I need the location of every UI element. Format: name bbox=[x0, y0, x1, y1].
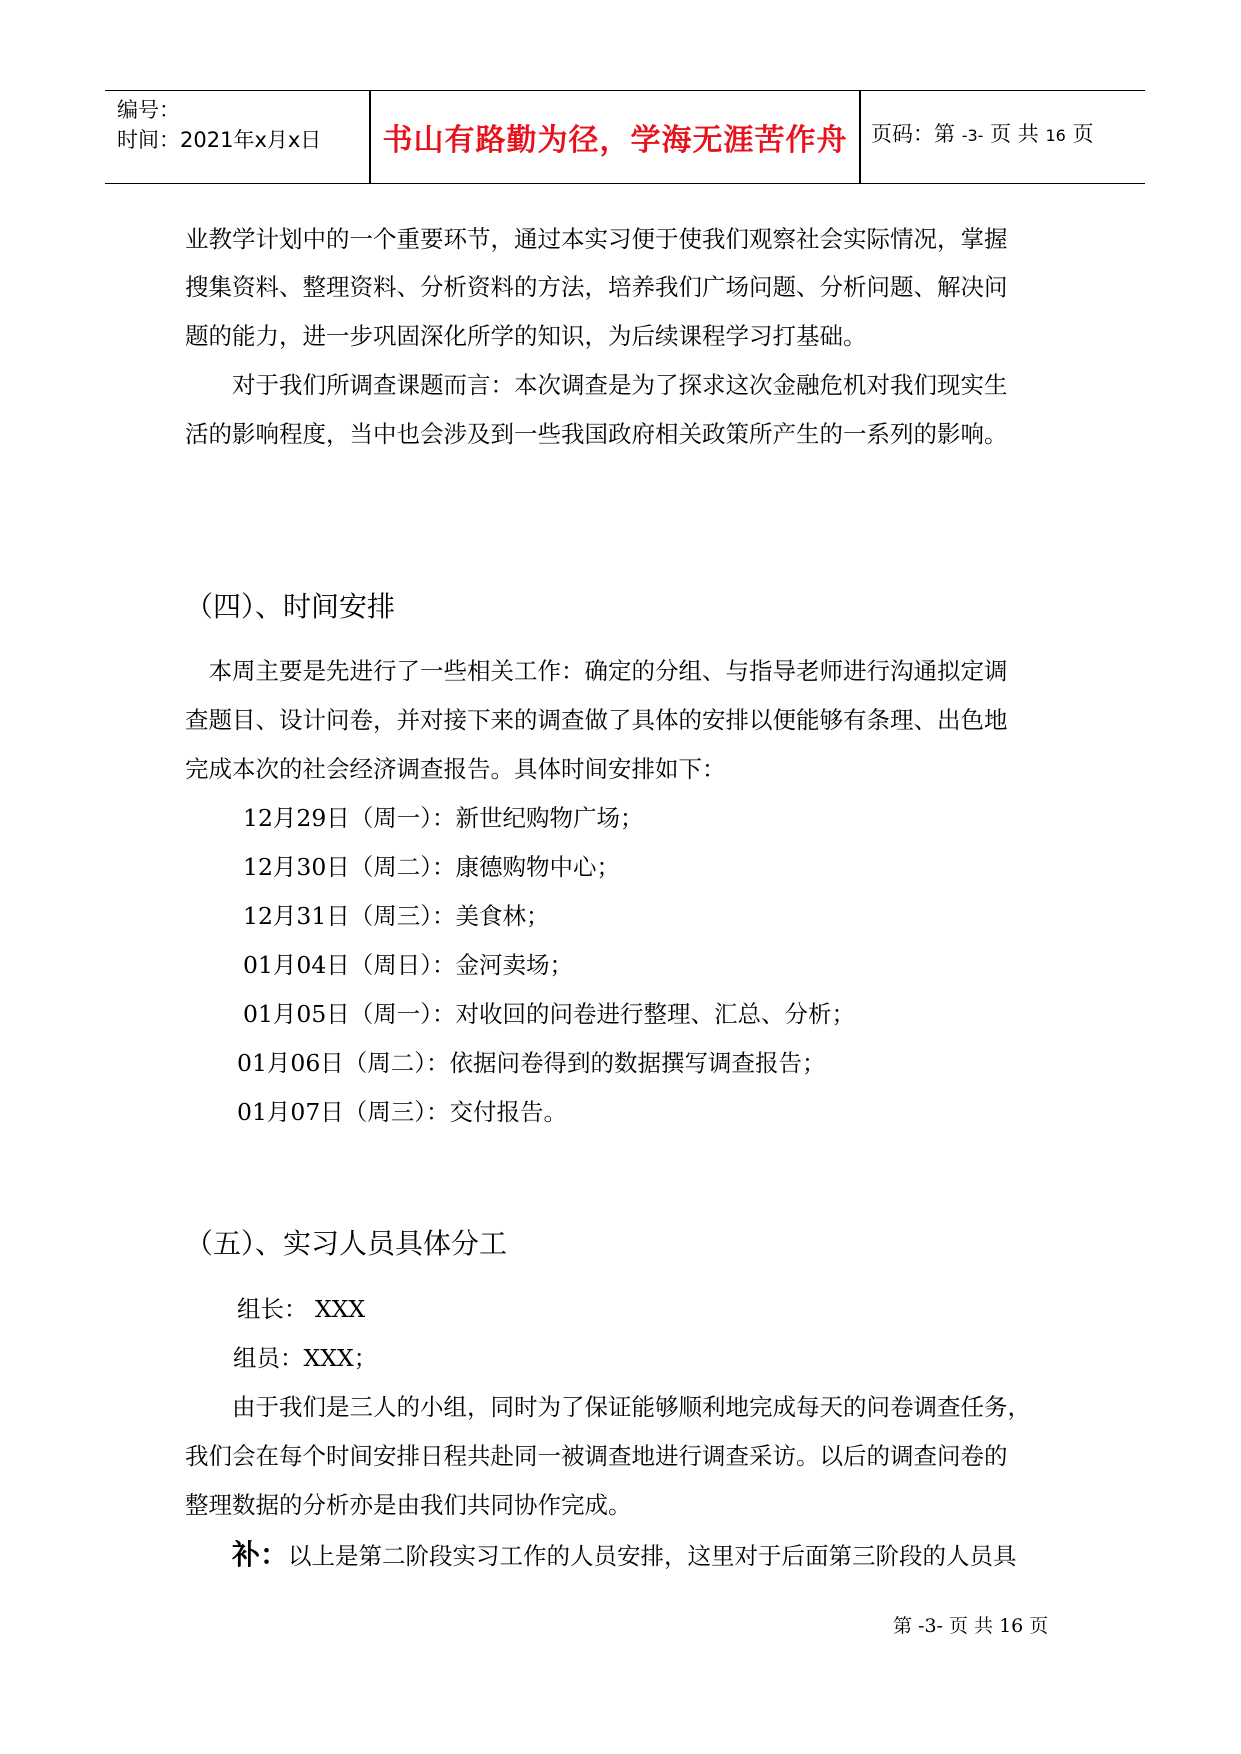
header-page-number bbox=[871, 117, 1094, 153]
schedule-item: 01月07日（周三）：交付报告。 bbox=[237, 1098, 568, 1126]
section-5-heading: （五）、实习人员具体分工 bbox=[185, 1227, 508, 1260]
page-prefix: 页码：第 bbox=[871, 122, 955, 146]
page-middle: 页 共 bbox=[990, 122, 1039, 146]
schedule-item: 12月30日（周二）：康德购物中心； bbox=[243, 853, 621, 881]
supplement-text: 以上是第二阶段实习工作的人员安排，这里对于后面第三阶段的人员具 bbox=[288, 1542, 1017, 1570]
header-number-label: 编号： bbox=[117, 98, 180, 122]
schedule-item: 01月04日（周日）：金河卖场； bbox=[243, 951, 574, 979]
page-total: 16 bbox=[1045, 126, 1066, 145]
page-current: -3- bbox=[961, 126, 984, 145]
header-motto: 书山有路勤为径，学海无涯苦作舟 bbox=[382, 123, 848, 158]
schedule-item: 12月29日（周一）：新世纪购物广场； bbox=[243, 804, 644, 832]
supplement-label: 补： bbox=[232, 1538, 289, 1571]
header-meta bbox=[117, 95, 321, 155]
intro-line: 搜集资料、整理资料、分析资料的方法，培养我们广场问题、分析问题、解决问 bbox=[185, 273, 1008, 301]
schedule-item: 12月31日（周三）：美食林； bbox=[243, 902, 550, 930]
page-header bbox=[105, 90, 1145, 184]
intro-line: 业教学计划中的一个重要环节，通过本实习便于使我们观察社会实际情况，掌握 bbox=[185, 225, 1008, 253]
section-4-heading: （四）、时间安排 bbox=[185, 590, 396, 623]
schedule-item: 01月06日（周二）：依据问卷得到的数据撰写调查报告； bbox=[237, 1049, 826, 1077]
header-time: 时间：2021年x月x日 bbox=[117, 128, 322, 152]
section-4-line: 查题目、设计问卷，并对接下来的调查做了具体的安排以便能够有条理、出色地 bbox=[185, 706, 1008, 734]
group-members: 组员：XXX； bbox=[233, 1344, 378, 1372]
section-5-line: 整理数据的分析亦是由我们共同协作完成。 bbox=[185, 1491, 632, 1519]
intro-line: 活的影响程度，当中也会涉及到一些我国政府相关政策所产生的一系列的影响。 bbox=[185, 420, 1008, 448]
section-4-line: 本周主要是先进行了一些相关工作：确定的分组、与指导老师进行沟通拟定调 bbox=[185, 657, 1008, 685]
page-footer: 第 -3- 页 共 16 页 bbox=[893, 1615, 1049, 1637]
section-4-line: 完成本次的社会经济调查报告。具体时间安排如下： bbox=[185, 755, 726, 783]
intro-line: 对于我们所调查课题而言：本次调查是为了探求这次金融危机对我们现实生 bbox=[185, 371, 1008, 399]
group-leader: 组长： XXX bbox=[237, 1295, 366, 1323]
section-5-line: 由于我们是三人的小组，同时为了保证能够顺利地完成每天的问卷调查任务， bbox=[185, 1393, 1031, 1421]
section-5-line: 我们会在每个时间安排日程共赴同一被调查地进行调查采访。以后的调查问卷的 bbox=[185, 1442, 1008, 1470]
intro-line: 题的能力，进一步巩固深化所学的知识，为后续课程学习打基础。 bbox=[185, 322, 867, 350]
header-divider bbox=[859, 91, 861, 183]
page-suffix: 页 bbox=[1072, 122, 1094, 146]
supplement-line bbox=[232, 1533, 1117, 1573]
schedule-item: 01月05日（周一）：对收回的问卷进行整理、汇总、分析； bbox=[243, 1000, 856, 1028]
